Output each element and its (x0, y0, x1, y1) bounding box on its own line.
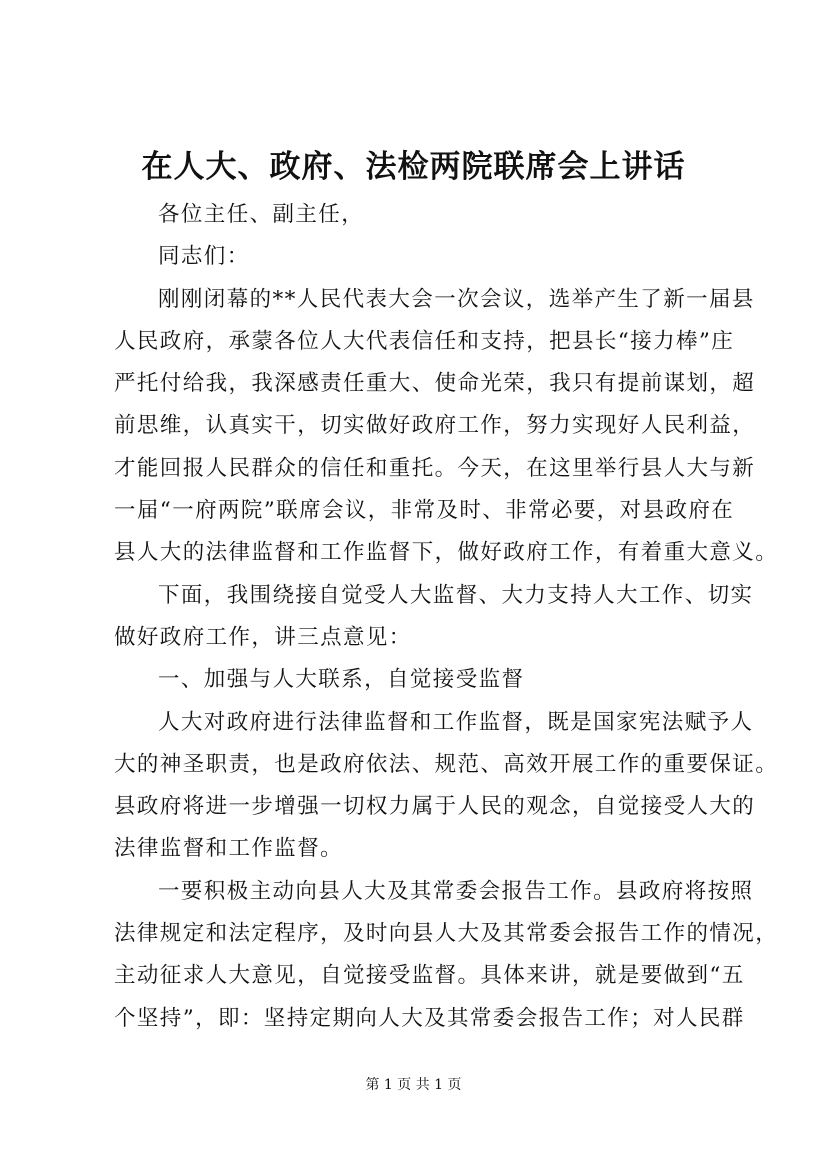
paragraph-line: 个坚持”，即：坚持定期向人大及其常委会报告工作；对人民群 (114, 1005, 745, 1031)
paragraph-line: 刚刚闭幕的**人民代表大会一次会议，选举产生了新一届县 (158, 286, 755, 312)
paragraph-line: 下面，我围绕接自觉受人大监督、大力支持人大工作、切实 (158, 582, 754, 608)
paragraph-line: 人大对政府进行法律监督和工作监督，既是国家宪法赋予人 (158, 709, 754, 735)
paragraph-line: 做好政府工作，讲三点意见： (114, 624, 412, 650)
paragraph-line: 法律监督和工作监督。 (114, 836, 344, 862)
page-number-footer: 第 1 页 共 1 页 (365, 1077, 462, 1093)
salutation-line: 各位主任、副主任， (158, 202, 365, 227)
paragraph-line: 才能回报人民群众的信任和重托。今天，在这里举行县人大与新 (114, 455, 756, 481)
paragraph-line: 大的神圣职责，也是政府依法、规范、高效开展工作的重要保证。 (114, 751, 779, 777)
paragraph-line: 主动征求人大意见，自觉接受监督。具体来讲，就是要做到“五 (114, 963, 745, 989)
salutation-line: 同志们： (158, 244, 250, 270)
paragraph-line: 法律规定和法定程序，及时向县人大及其常委会报告工作的情况， (114, 921, 779, 947)
paragraph-line: 一要积极主动向县人大及其常委会报告工作。县政府将按照 (158, 878, 754, 904)
document-title: 在人大、政府、法检两院联席会上讲话 (141, 149, 686, 185)
paragraph-line: 严托付给我，我深感责任重大、使命光荣，我只有提前谋划，超 (114, 371, 756, 397)
paragraph-line: 县政府将进一步增强一切权力属于人民的观念，自觉接受人大的 (114, 794, 756, 820)
document-body (114, 194, 779, 1040)
paragraph-line: 县人大的法律监督和工作监督下，做好政府工作，有着重大意义。 (114, 540, 779, 566)
paragraph-line: 人民政府，承蒙各位人大代表信任和支持，把县长“接力棒”庄 (114, 328, 735, 354)
paragraph-line: 一届“一府两院”联席会议，非常及时、非常必要，对县政府在 (114, 498, 735, 524)
section-heading: 一、加强与人大联系，自觉接受监督 (158, 667, 525, 693)
paragraph-line: 前思维，认真实干，切实做好政府工作，努力实现好人民利益， (114, 413, 756, 439)
